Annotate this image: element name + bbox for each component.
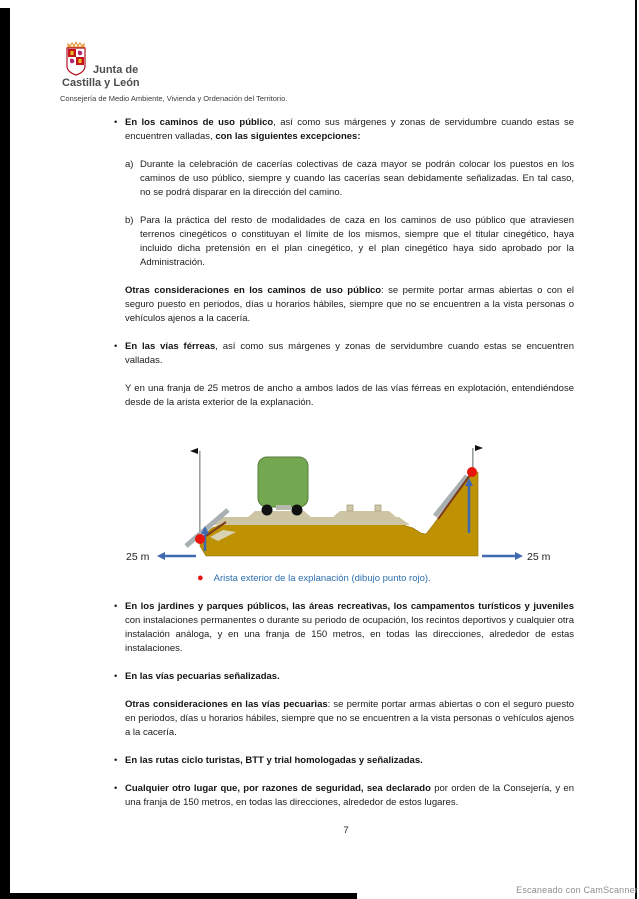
bullet-dot-icon: • — [114, 783, 118, 794]
bullet-dot-icon: • — [114, 671, 118, 682]
arista-dot-left — [195, 534, 205, 544]
bullet-caminos-uso-publico — [112, 116, 574, 144]
train-car — [258, 457, 308, 507]
pole-flag-left-icon — [190, 448, 198, 454]
org-name-line2: Castilla y León — [62, 77, 140, 89]
junta-castilla-leon-logo-icon — [62, 42, 90, 78]
bullet-dot-icon: • — [114, 117, 118, 128]
scan-border-left — [0, 8, 10, 893]
bullet-text: por orden de la Consejería, y en una franja de 150 metros, en todas las direcciones, alrededor de estos lugares. — [125, 783, 574, 808]
item-a-text: Durante la celebración de cacerías colectivas de caza mayor se podrán colocar los puestos en los caminos de uso público, siempre y cuando las cacerías sean debidamente señalizadas. En tal caso, no se podrá disparar en la dirección del camino. — [140, 159, 574, 198]
camscanner-watermark: Escaneado con CamScanner — [516, 885, 638, 895]
bullet-lead: Cualquier otro lugar que, por razones de seguridad, sea declarado — [125, 783, 431, 794]
exception-item-b — [112, 214, 574, 270]
ballast-strip — [212, 517, 410, 525]
rail-stud-right — [375, 505, 381, 511]
para-otras-consideraciones-pecuarias — [112, 698, 574, 740]
bullet-lead: En los jardines y parques públicos, las áreas recreativas, los campamentos turísticos y juveniles — [125, 601, 574, 612]
diagram-caption — [112, 571, 574, 586]
document-header — [60, 42, 480, 112]
para-lead: Otras consideraciones en las vías pecuarias — [125, 699, 328, 710]
bullet-lead: En las rutas ciclo turistas, BTT y trial homologadas y señalizadas. — [125, 755, 423, 766]
train-wheel-right — [292, 505, 303, 516]
bullet-lead: En los caminos de uso público — [125, 117, 274, 128]
right-distance-label: 25 m — [527, 551, 551, 563]
para-lead: Otras consideraciones en los caminos de uso público — [125, 285, 382, 296]
bullet-lead-2: con las siguientes excepciones: — [215, 131, 361, 142]
document-body — [112, 116, 574, 838]
train-bogie — [276, 505, 291, 510]
bullet-text: con instalaciones permanentes o durante su periodo de ocupación, los recintos deportivos y cualquier otra instalación análoga, y en una franja de 150 metros, en todas las direcciones, alrededor de estas instalaciones. — [125, 615, 574, 654]
railway-embankment-diagram — [120, 440, 558, 566]
para-franja-25m — [112, 382, 574, 410]
para-text: : se permite portar armas abiertas o con el seguro puesto en periodos, días u horarios hábiles, siempre que no se encuentren a la vista personas o vehículos ajenos a la cacería. — [125, 699, 574, 738]
track-bed-right — [333, 511, 396, 517]
item-b-label: b) — [125, 215, 134, 226]
diagram-caption-text: Arista exterior de la explanación (dibujo punto rojo). — [213, 573, 431, 584]
para-text: Y en una franja de 25 metros de ancho a ambos lados de las vías férreas en explotación, entendiéndose desde de la arista exterior de la explanación. — [125, 383, 574, 408]
bullet-dot-icon: • — [114, 755, 118, 766]
bullet-vias-pecuarias — [112, 670, 574, 684]
exception-item-a — [112, 158, 574, 200]
left-distance-label: 25 m — [126, 551, 150, 563]
scan-border-bottom — [0, 893, 357, 899]
pole-flag-right-icon — [475, 445, 483, 451]
page-number: 7 — [343, 825, 349, 836]
para-text: : se permite portar armas abiertas o con el seguro puesto en periodos, días u horarios hábiles, siempre que no se encuentren a la vista personas o vehículos ajenos a la cacería. — [125, 285, 574, 324]
bullet-vias-ferreas — [112, 340, 574, 368]
bullet-text: , así como sus márgenes y zonas de servidumbre cuando estas se encuentren valladas, — [125, 117, 574, 142]
arrow-left-25m-head-icon — [157, 552, 165, 560]
red-dot-legend-icon: ● — [197, 572, 204, 584]
arrow-right-25m-head-icon — [515, 552, 523, 560]
org-name-line1: Junta de — [93, 64, 139, 76]
item-a-label: a) — [125, 159, 134, 170]
arista-dot-right — [467, 467, 477, 477]
bullet-jardines-parques — [112, 600, 574, 656]
bullet-lead: En las vías pecuarias señalizadas. — [125, 671, 280, 682]
bullet-text: , así como sus márgenes y zonas de servidumbre cuando estas se encuentren valladas. — [125, 341, 574, 366]
bullet-dot-icon: • — [114, 601, 118, 612]
item-b-text: Para la práctica del resto de modalidades de caza en los caminos de uso público que atraviesen terrenos cinegéticos o constituyan el límite de los mismos, siempre que el titular cinegético, haya incluido dicha pretensión en el plan cinegético, y el plan cinegético haya sido aprobado por la Administración. — [140, 215, 574, 268]
bullet-cualquier-otro-lugar — [112, 782, 574, 810]
catenary-pole-left — [199, 451, 201, 538]
bullet-lead: En las vías férreas — [125, 341, 216, 352]
rail-stud-left — [347, 505, 353, 511]
train-wheel-left — [262, 505, 273, 516]
para-otras-consideraciones-caminos — [112, 284, 574, 326]
scan-border-right — [635, 0, 637, 899]
bullet-rutas-ciclo — [112, 754, 574, 768]
department-line: Consejería de Medio Ambiente, Vivienda y Ordenación del Territorio. — [60, 94, 288, 103]
bullet-dot-icon: • — [114, 341, 118, 352]
